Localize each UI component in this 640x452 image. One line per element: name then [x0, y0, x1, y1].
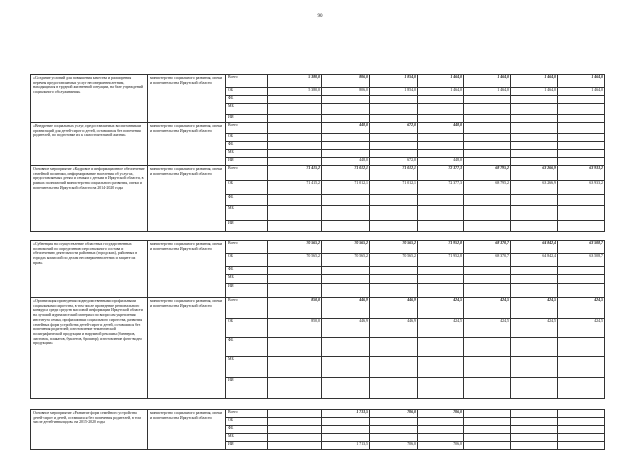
value-cell: [268, 123, 322, 134]
value-cell: 446,9: [322, 298, 370, 319]
value-cell: [322, 115, 370, 123]
value-cell: [268, 142, 322, 150]
value-cell: [464, 275, 511, 284]
funding-source-label: ФБ: [226, 142, 268, 150]
value-cell: 63 266,9: [511, 181, 558, 195]
funding-source-label: МБ: [226, 150, 268, 158]
value-cell: [558, 206, 605, 221]
activity-description: Основное мероприятие «Кадровое и информационное обеспечение семейной политики, информирование населения об услугах, предоставляемых детям и семьям с детьми в Иркутской области, в рамках полномочий министерства социального развития, опеки и попечительства Иркутской области на 2014-2020 годы: [31, 166, 148, 232]
value-cell: [370, 142, 418, 150]
value-cell: [370, 221, 418, 232]
value-cell: [370, 275, 418, 284]
spacer-cell: [31, 232, 605, 241]
value-cell: [558, 275, 605, 284]
value-cell: [464, 442, 511, 450]
value-cell: 448,0: [418, 123, 464, 134]
value-cell: 424,5: [464, 319, 511, 338]
value-cell: [511, 96, 558, 104]
value-cell: 71 012,1: [370, 181, 418, 195]
value-cell: [511, 206, 558, 221]
value-cell: [268, 150, 322, 158]
value-cell: 5 380,0: [268, 88, 322, 96]
value-cell: 1 464,0: [511, 75, 558, 88]
value-cell: 1 854,0: [370, 75, 418, 88]
value-cell: [322, 338, 370, 357]
value-cell: [268, 442, 322, 450]
funding-source-label: ИИ: [226, 284, 268, 298]
value-cell: [418, 195, 464, 206]
value-cell: [370, 426, 418, 434]
value-cell: [511, 115, 558, 123]
value-cell: [511, 357, 558, 378]
value-cell: [370, 96, 418, 104]
funding-source-label: ФБ: [226, 267, 268, 275]
value-cell: [464, 104, 511, 115]
executor-cell: министерство социального развития, опеки и попечительства Иркутской области: [148, 241, 226, 298]
value-cell: 71 952,8: [418, 254, 464, 267]
value-cell: [558, 158, 605, 166]
executor-cell: министерство социального развития, опеки и попечительства Иркутской области: [148, 123, 226, 166]
value-cell: [370, 418, 418, 426]
value-cell: [322, 357, 370, 378]
activity-description: «Создание условий для повышения качества и расширения перечня предоставляемых услуг несовершеннолетним, находящимся в трудной жизненной ситуации, на базе учреждений социального обслуживания»: [31, 75, 148, 123]
value-cell: 706,0: [418, 410, 464, 418]
value-cell: 806,0: [322, 75, 370, 88]
executor-cell: министерство социального развития, опеки и попечительства Иркутской области: [148, 298, 226, 399]
value-cell: [322, 284, 370, 298]
value-cell: 1 464,0: [418, 75, 464, 88]
value-cell: 446,9: [370, 319, 418, 338]
table-row: [31, 123, 605, 134]
activity-description: «Внедрение социальных услуг, предоставляемых воспитанникам организаций для детей-сирот и детей, оставшихся без попечения родителей, по подготовке их к самостоятельной жизни»: [31, 123, 148, 166]
group-spacer: [31, 232, 605, 241]
funding-source-label: МБ: [226, 434, 268, 442]
value-cell: [370, 115, 418, 123]
table-row: [31, 75, 605, 88]
value-cell: [464, 267, 511, 275]
value-cell: 850,0: [268, 319, 322, 338]
value-cell: [511, 284, 558, 298]
value-cell: [322, 221, 370, 232]
value-cell: [558, 115, 605, 123]
value-cell: 71 952,8: [418, 241, 464, 254]
value-cell: 1 464,0: [558, 88, 605, 96]
value-cell: [558, 418, 605, 426]
value-cell: [268, 206, 322, 221]
value-cell: [464, 206, 511, 221]
value-cell: 72 377,3: [418, 166, 464, 181]
value-cell: [418, 134, 464, 142]
funding-source-label: ИИ: [226, 378, 268, 399]
value-cell: [418, 426, 464, 434]
value-cell: [558, 150, 605, 158]
value-cell: 672,0: [370, 123, 418, 134]
value-cell: 1 464,0: [464, 88, 511, 96]
value-cell: [370, 434, 418, 442]
value-cell: 72 377,3: [418, 181, 464, 195]
page-number: 90: [317, 14, 323, 19]
funding-source-label: ИИ: [226, 221, 268, 232]
value-cell: [558, 378, 605, 399]
value-cell: 424,5: [558, 319, 605, 338]
value-cell: 68 370,7: [464, 241, 511, 254]
value-cell: 71 012,1: [322, 166, 370, 181]
value-cell: [511, 195, 558, 206]
value-cell: [464, 134, 511, 142]
value-cell: [464, 123, 511, 134]
value-cell: 1 464,0: [511, 88, 558, 96]
value-cell: [558, 426, 605, 434]
value-cell: [418, 104, 464, 115]
value-cell: [370, 195, 418, 206]
value-cell: [418, 115, 464, 123]
value-cell: 706,0: [370, 410, 418, 418]
value-cell: 424,5: [418, 319, 464, 338]
value-cell: [464, 378, 511, 399]
funding-source-label: Всего: [226, 166, 268, 181]
activity-description: «Субвенция на осуществление областных государственных полномочий по определению персонального состава и обеспечению деятельности районных (городских), районных в городах комиссий по делам несовершеннолетних и защите их прав»: [31, 241, 148, 298]
value-cell: [418, 378, 464, 399]
value-cell: 71 415,2: [268, 166, 322, 181]
value-cell: [558, 123, 605, 134]
value-cell: 63 508,7: [558, 241, 605, 254]
value-cell: 70 565,2: [322, 254, 370, 267]
funding-source-label: ФБ: [226, 426, 268, 434]
value-cell: [558, 284, 605, 298]
table-row: [31, 410, 605, 418]
value-cell: [370, 206, 418, 221]
value-cell: [268, 357, 322, 378]
value-cell: [511, 378, 558, 399]
value-cell: [268, 221, 322, 232]
value-cell: [511, 442, 558, 450]
value-cell: [558, 96, 605, 104]
value-cell: 70 565,2: [370, 254, 418, 267]
value-cell: 448,0: [322, 158, 370, 166]
funding-source-label: ОБ: [226, 134, 268, 142]
value-cell: [370, 338, 418, 357]
value-cell: [418, 357, 464, 378]
funding-source-label: ИИ: [226, 115, 268, 123]
value-cell: [268, 115, 322, 123]
funding-source-label: Всего: [226, 410, 268, 418]
value-cell: 1 713,5: [322, 442, 370, 450]
value-cell: 850,0: [268, 298, 322, 319]
value-cell: [464, 221, 511, 232]
funding-source-label: ИИ: [226, 158, 268, 166]
funding-source-label: ФБ: [226, 338, 268, 357]
funding-source-label: ОБ: [226, 254, 268, 267]
value-cell: [464, 96, 511, 104]
value-cell: 1 464,0: [558, 75, 605, 88]
value-cell: [418, 96, 464, 104]
funding-source-label: Всего: [226, 298, 268, 319]
value-cell: [268, 338, 322, 357]
value-cell: [322, 142, 370, 150]
funding-source-label: МБ: [226, 206, 268, 221]
value-cell: [511, 221, 558, 232]
funding-source-label: ОБ: [226, 88, 268, 96]
value-cell: 71 012,1: [370, 166, 418, 181]
value-cell: [511, 158, 558, 166]
value-cell: [268, 434, 322, 442]
value-cell: 70 565,2: [268, 254, 322, 267]
value-cell: [322, 96, 370, 104]
value-cell: [464, 434, 511, 442]
value-cell: 63 266,9: [511, 166, 558, 181]
value-cell: [322, 267, 370, 275]
budget-table: [30, 74, 605, 450]
funding-source-label: Всего: [226, 75, 268, 88]
value-cell: [511, 338, 558, 357]
value-cell: 63 933,2: [558, 181, 605, 195]
value-cell: [418, 267, 464, 275]
group-spacer: [31, 399, 605, 410]
funding-source-label: МБ: [226, 275, 268, 284]
activity-description: «Организация проведения подведомственными профильными социальными сиротства, в том числе проведение регионального конкурса среди средств массовой информации Иркутской области на лучший журналистский материал по вопросам укрепления института семьи, профилактики социального сиротства, развития семейных форм устройства детей-сирот и детей, оставшихся без попечения родителей; изготовление тематической полиграфической продукции и наружной рекламы (баннеров, листовок, плакатов, буклетов, брошюр); изготовление фото-видео продукции»: [31, 298, 148, 399]
value-cell: [322, 378, 370, 399]
value-cell: [558, 267, 605, 275]
value-cell: [418, 338, 464, 357]
funding-source-label: ИИ: [226, 442, 268, 450]
value-cell: [370, 134, 418, 142]
value-cell: [511, 434, 558, 442]
executor-cell: министерство социального развития, опеки и попечительства Иркутской области: [148, 410, 226, 450]
value-cell: [511, 410, 558, 418]
value-cell: [464, 150, 511, 158]
value-cell: [322, 206, 370, 221]
value-cell: [464, 115, 511, 123]
value-cell: 1 854,0: [370, 88, 418, 96]
value-cell: 68 370,7: [464, 254, 511, 267]
value-cell: [558, 195, 605, 206]
value-cell: [558, 442, 605, 450]
value-cell: [558, 434, 605, 442]
value-cell: 672,0: [370, 158, 418, 166]
table-row: [31, 241, 605, 254]
value-cell: [464, 426, 511, 434]
value-cell: [558, 221, 605, 232]
value-cell: [464, 418, 511, 426]
value-cell: [511, 123, 558, 134]
value-cell: 63 508,7: [558, 254, 605, 267]
value-cell: [268, 418, 322, 426]
value-cell: [511, 275, 558, 284]
value-cell: [418, 434, 464, 442]
value-cell: [511, 267, 558, 275]
value-cell: 64 842,4: [511, 241, 558, 254]
value-cell: [464, 284, 511, 298]
value-cell: 71 012,1: [322, 181, 370, 195]
value-cell: [464, 338, 511, 357]
value-cell: 424,5: [511, 298, 558, 319]
value-cell: 424,5: [418, 298, 464, 319]
value-cell: 424,5: [511, 319, 558, 338]
value-cell: [418, 275, 464, 284]
value-cell: [268, 104, 322, 115]
value-cell: [322, 195, 370, 206]
value-cell: [558, 104, 605, 115]
value-cell: [322, 275, 370, 284]
value-cell: 5 380,0: [268, 75, 322, 88]
value-cell: [418, 142, 464, 150]
spacer-cell: [31, 399, 605, 410]
value-cell: 1 464,0: [418, 88, 464, 96]
executor-cell: министерство социального развития, опеки и попечительства Иркутской области: [148, 166, 226, 232]
value-cell: [322, 434, 370, 442]
table-row: [31, 298, 605, 319]
value-cell: [370, 267, 418, 275]
value-cell: 424,5: [464, 298, 511, 319]
value-cell: [268, 267, 322, 275]
table-row: [31, 166, 605, 181]
value-cell: 1 464,0: [464, 75, 511, 88]
funding-source-label: ОБ: [226, 319, 268, 338]
value-cell: 70 565,2: [370, 241, 418, 254]
value-cell: [268, 410, 322, 418]
activity-description: Основное мероприятие «Развитие форм семейного устройства детей-сирот и детей, оставшихся без попечения родителей, в том числе детей-инвалидов» на 2015-2020 годы: [31, 410, 148, 450]
value-cell: [558, 357, 605, 378]
value-cell: 706,0: [370, 442, 418, 450]
value-cell: 64 842,4: [511, 254, 558, 267]
value-cell: [418, 284, 464, 298]
value-cell: [268, 96, 322, 104]
value-cell: [464, 158, 511, 166]
value-cell: [268, 134, 322, 142]
value-cell: [322, 104, 370, 115]
value-cell: [418, 206, 464, 221]
funding-source-label: ФБ: [226, 96, 268, 104]
funding-source-label: МБ: [226, 104, 268, 115]
value-cell: 448,0: [322, 123, 370, 134]
value-cell: [268, 378, 322, 399]
value-cell: [464, 357, 511, 378]
value-cell: [370, 150, 418, 158]
value-cell: [268, 284, 322, 298]
value-cell: [558, 410, 605, 418]
value-cell: [322, 150, 370, 158]
value-cell: 446,9: [370, 298, 418, 319]
value-cell: 706,0: [418, 442, 464, 450]
value-cell: [268, 158, 322, 166]
value-cell: [511, 426, 558, 434]
value-cell: [322, 134, 370, 142]
value-cell: [511, 134, 558, 142]
value-cell: [322, 426, 370, 434]
funding-source-label: МБ: [226, 357, 268, 378]
value-cell: [558, 142, 605, 150]
funding-source-label: ФБ: [226, 195, 268, 206]
value-cell: [464, 195, 511, 206]
value-cell: [370, 104, 418, 115]
value-cell: 446,9: [322, 319, 370, 338]
funding-source-label: Всего: [226, 123, 268, 134]
value-cell: 70 565,2: [322, 241, 370, 254]
value-cell: 71 415,2: [268, 181, 322, 195]
value-cell: [370, 284, 418, 298]
value-cell: 70 565,2: [268, 241, 322, 254]
value-cell: 68 795,2: [464, 181, 511, 195]
value-cell: 806,0: [322, 88, 370, 96]
value-cell: [370, 357, 418, 378]
value-cell: [370, 378, 418, 399]
value-cell: [511, 104, 558, 115]
value-cell: [558, 134, 605, 142]
value-cell: [418, 221, 464, 232]
funding-source-label: ОБ: [226, 181, 268, 195]
value-cell: [464, 410, 511, 418]
value-cell: [511, 142, 558, 150]
value-cell: 68 795,2: [464, 166, 511, 181]
value-cell: [268, 275, 322, 284]
value-cell: [418, 418, 464, 426]
executor-cell: министерство социального развития, опеки и попечительства Иркутской области: [148, 75, 226, 123]
value-cell: [558, 338, 605, 357]
value-cell: [268, 426, 322, 434]
value-cell: [464, 142, 511, 150]
funding-source-label: ОБ: [226, 418, 268, 426]
value-cell: [511, 150, 558, 158]
value-cell: [511, 418, 558, 426]
value-cell: [268, 195, 322, 206]
funding-source-label: Всего: [226, 241, 268, 254]
value-cell: [418, 150, 464, 158]
value-cell: 1 713,5: [322, 410, 370, 418]
value-cell: 63 933,2: [558, 166, 605, 181]
value-cell: 424,5: [558, 298, 605, 319]
value-cell: [322, 418, 370, 426]
value-cell: 448,0: [418, 158, 464, 166]
